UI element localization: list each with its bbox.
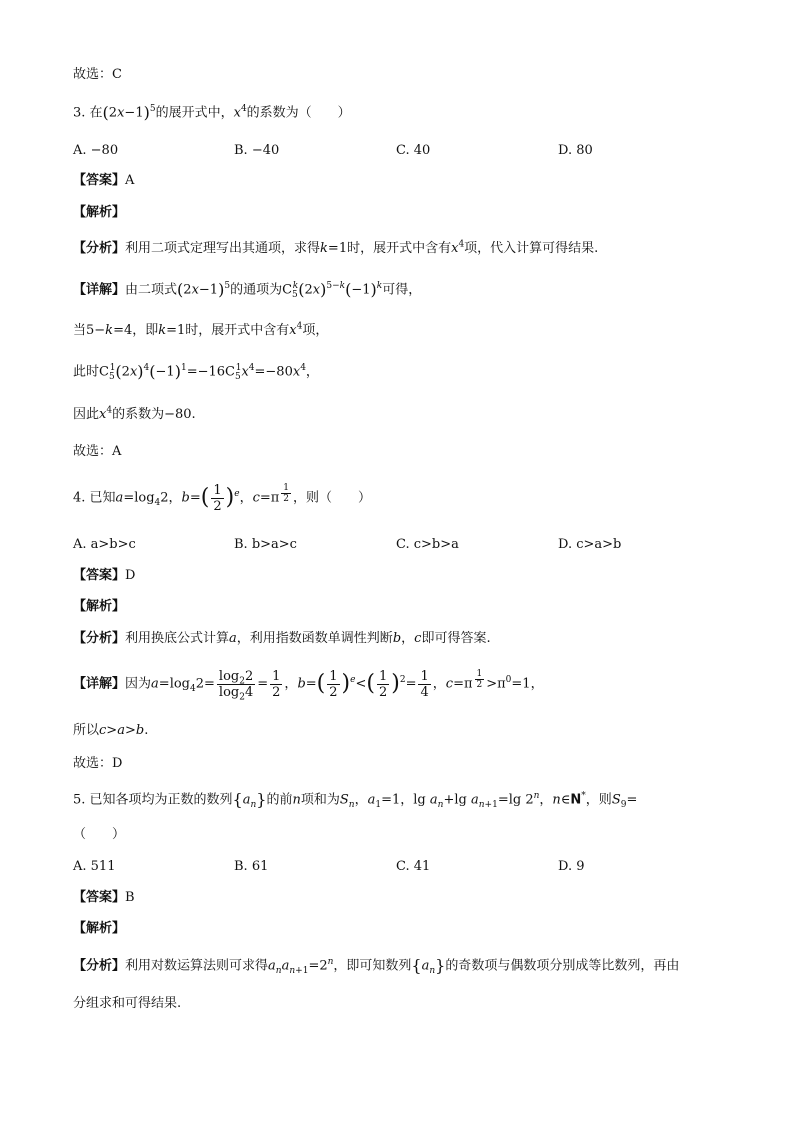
q4-option-c: C. c>b>a	[396, 537, 459, 552]
q3-fenxi-line: 【分析】利用二项式定理写出其通项，求得k=1时，展开式中含有$x^4$项，代入计算可得结果.	[73, 239, 599, 256]
q2-choose-line: 故选：C	[73, 67, 122, 82]
q3-analysis-label: 【解析】	[73, 205, 126, 220]
q5-fenxi-line-2: 分组求和可得结果.	[73, 996, 182, 1011]
q3-detail-4: 因此$x^4$的系数为−80.	[73, 405, 196, 422]
q3-option-d: D. 80	[558, 143, 593, 158]
q4-detail-1: 【详解】因为$a=\log_42=$ $\frac{\log_22}{\log_24}$ = $\frac{1}{2}$ ，b=( $\frac{1}{2}$ )$^e$<( $\frac{1}{2}$ )$^2$= $\frac{1}{4}$ ，c=π $^{\frac{1}{2}}$ $>\pi^0=1$，	[73, 668, 544, 703]
q4-option-d: D. c>a>b	[558, 537, 622, 552]
q5-stem: 5. 已知各项均为正数的数列$\{a_n\}$的前n项和为$S_n$，$a_1=1$，$\lg a_n+\lg$ $a_{n+1}=\lg$ 2$^n$，n∈N*，则$S_9=$	[73, 790, 638, 811]
q4-answer-line	[73, 567, 135, 585]
q4-option-a: A. a>b>c	[73, 537, 136, 552]
q4-choose-line: 故选：D	[73, 756, 123, 771]
q3-option-c: C. 40	[396, 143, 431, 158]
q4-analysis-label: 【解析】	[73, 599, 126, 614]
q5-option-d: D. 9	[558, 859, 585, 874]
q5-answer-value: B	[125, 890, 135, 905]
q4-detail-label: 【详解】	[73, 676, 126, 692]
q4-stem: 4. 已知$a=\log_42$，b=( $\frac{1}{2}$ )$^e$，c=π $^{\frac{1}{2}}$ ，则（ ）	[73, 482, 372, 514]
q3-option-a: A. −80	[73, 143, 119, 158]
q4-detail-2: 所以c>a>b.	[73, 723, 149, 738]
q5-fenxi-line: 【分析】利用对数运算法则可求得$a_na_{n+1}=2^n$，即可知数列$\{a_n\}$的奇数项与偶数项分别成等比数列，再由	[73, 956, 680, 977]
q4-option-b: B. b>a>c	[234, 537, 297, 552]
q5-stem-cont: （ ）	[73, 827, 126, 842]
q4-fenxi-label: 【分析】	[73, 631, 126, 646]
q4-number: 4	[73, 490, 82, 506]
q3-answer-value: A	[125, 173, 135, 188]
q3-detail-1: 【详解】由二项式$(2x-1)^5$的通项为$C_5^k(2x)^{5-k}(-1)^k$可得，	[73, 280, 422, 301]
q3-detail-2: 当5−k=4，即k=1时，展开式中含有$x^4$项，	[73, 321, 329, 338]
q5-analysis-label: 【解析】	[73, 921, 126, 936]
q4-fenxi-line: 【分析】利用换底公式计算a，利用指数函数单调性判断b，c即可得答案.	[73, 631, 491, 646]
q5-option-b: B. 61	[234, 859, 269, 874]
q5-number: 5.	[73, 792, 86, 808]
q5-option-a: A. 511	[73, 859, 116, 874]
q3-detail-label: 【详解】	[73, 282, 126, 298]
q3-detail-3: 此时$C_5^1(2x)^4(-1)^1=-16C_5^1x^4=-80x^4$，	[73, 362, 319, 383]
q3-number: 3.	[73, 105, 86, 121]
q5-answer-line	[73, 889, 135, 907]
q3-fenxi-label: 【分析】	[73, 241, 126, 256]
q5-fenxi-label: 【分析】	[73, 958, 126, 974]
q3-stem: 3. 在$(2x-1)^5$的展开式中，$x^4$的系数为（ ）	[73, 103, 351, 122]
q3-answer-label: 【答案】	[73, 173, 126, 188]
q4-answer-value: D	[125, 568, 136, 583]
q5-option-c: C. 41	[396, 859, 431, 874]
q3-option-b: B. −40	[234, 143, 280, 158]
q5-answer-label: 【答案】	[73, 890, 126, 905]
q3-answer-line	[73, 172, 134, 190]
q3-choose-line: 故选：A	[73, 444, 122, 459]
q4-answer-label: 【答案】	[73, 568, 126, 583]
